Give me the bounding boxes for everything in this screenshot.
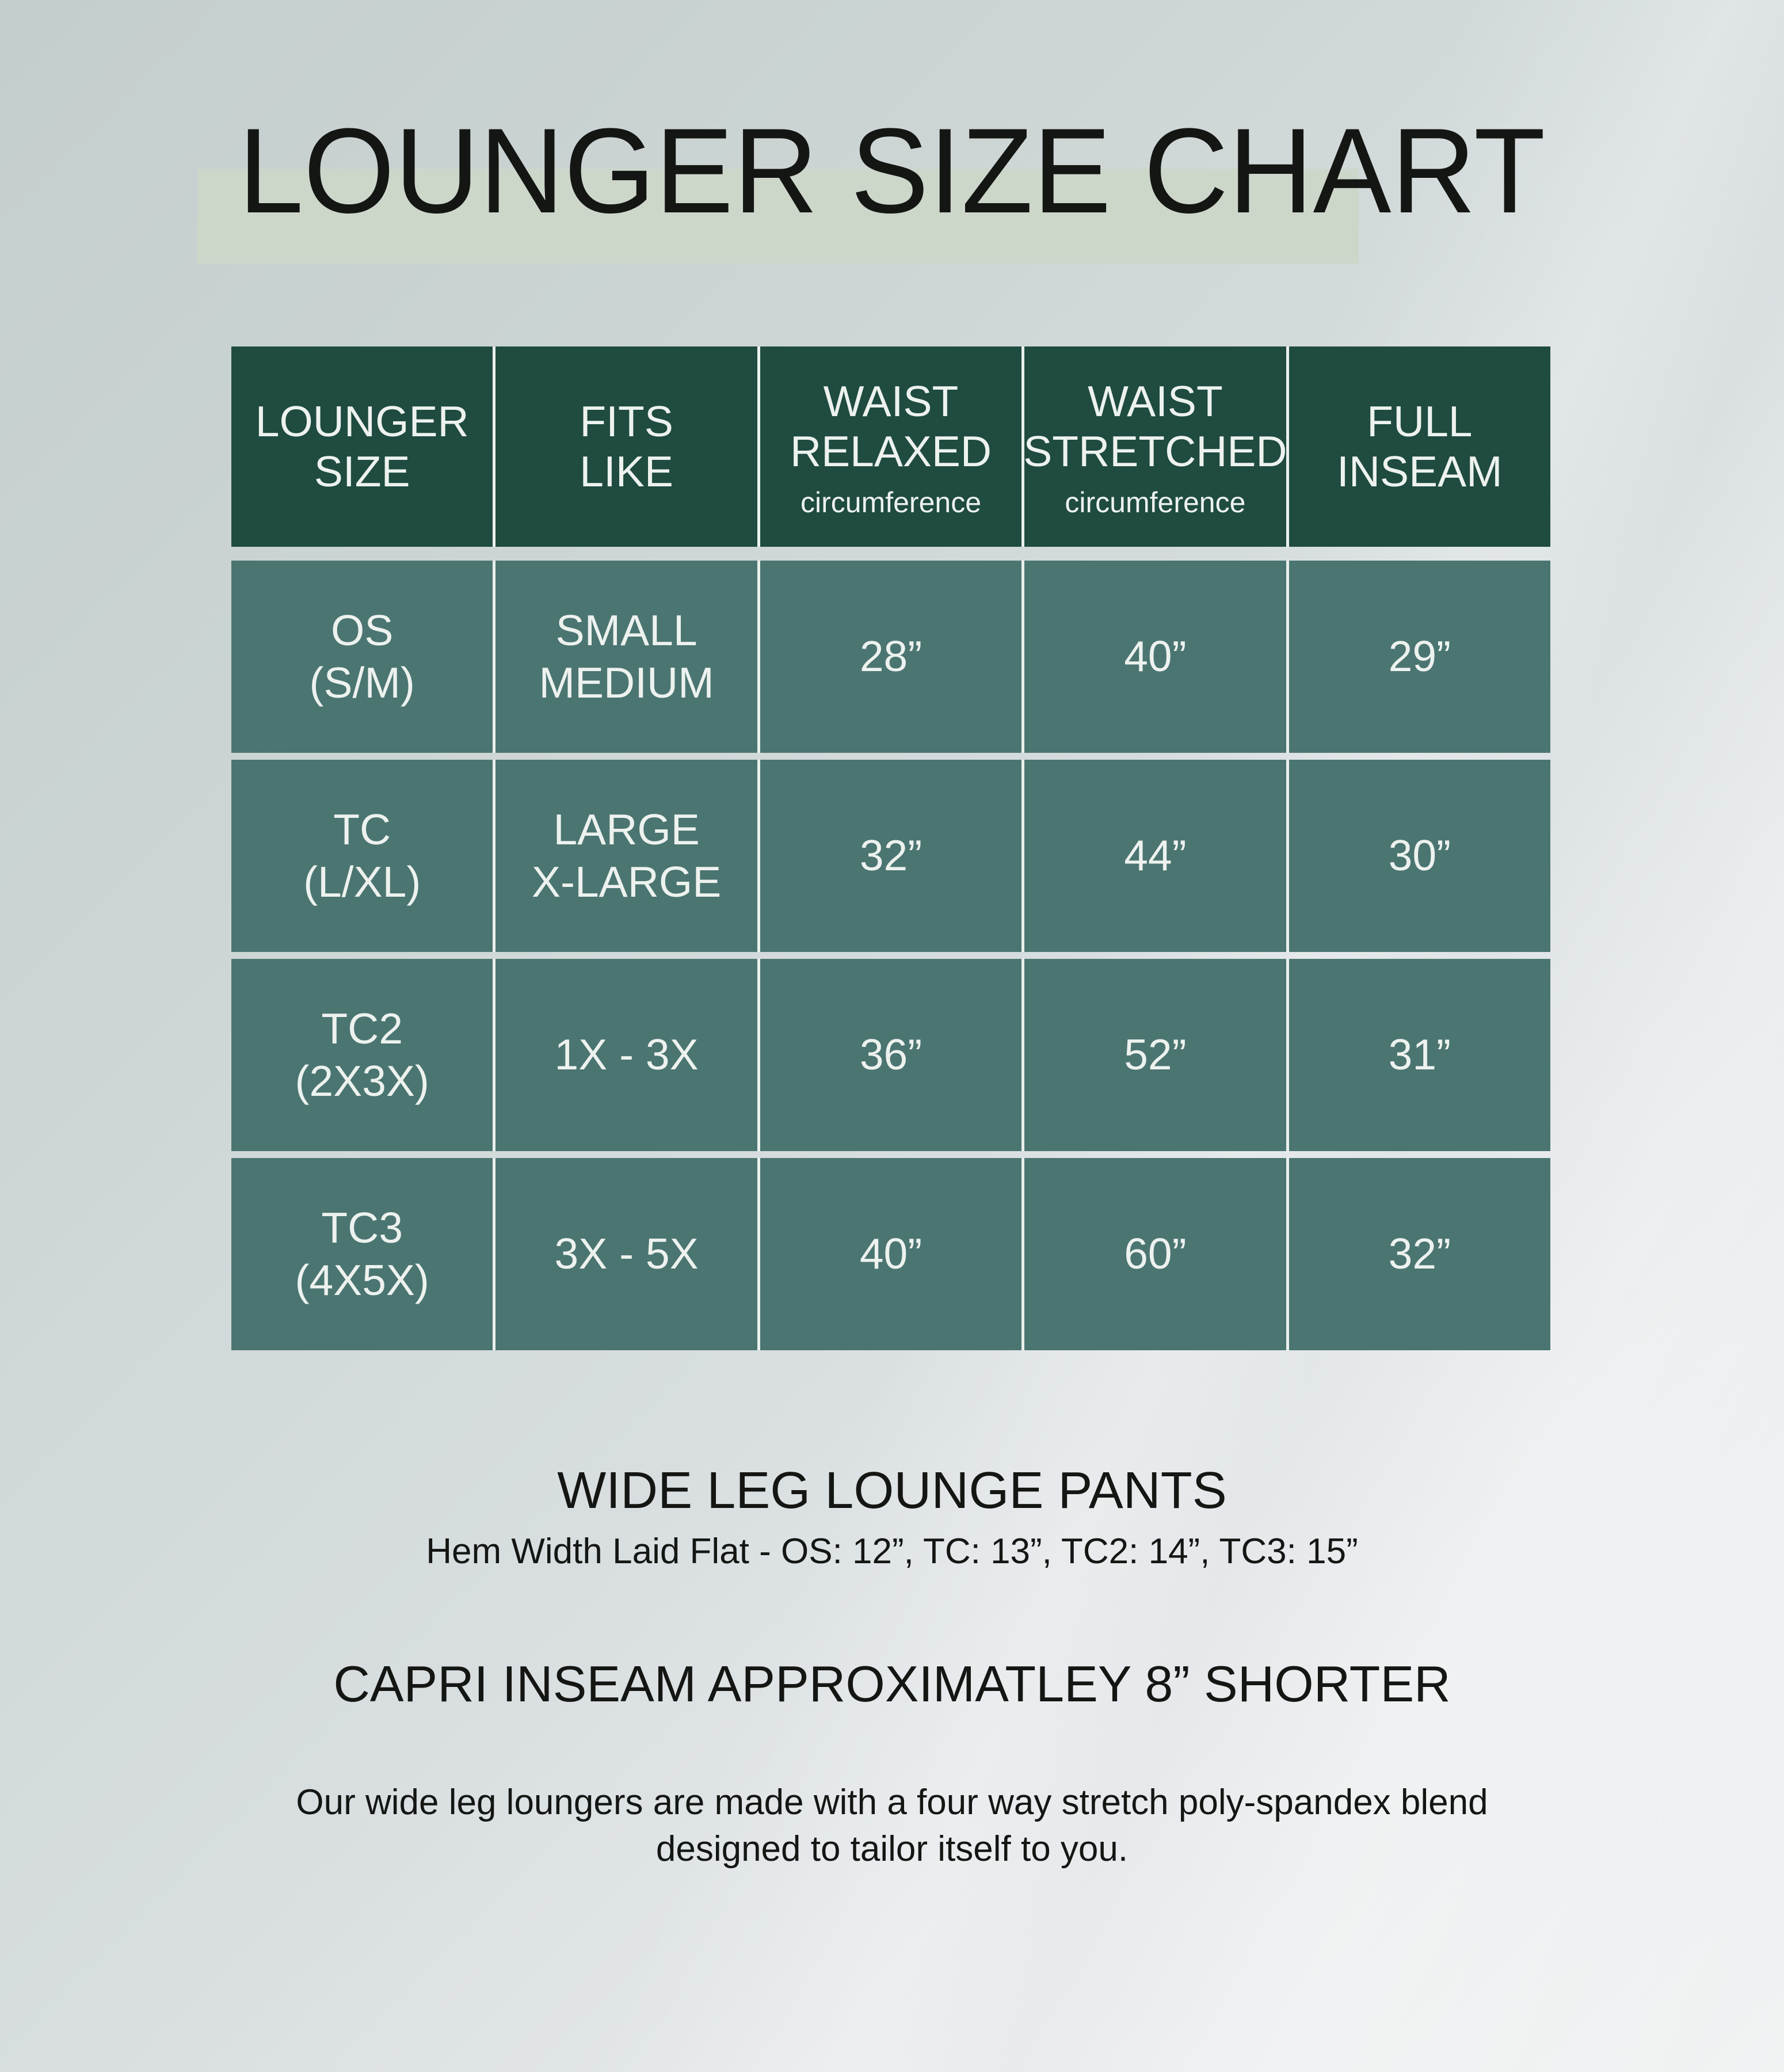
header-cell-fits-like: [495, 346, 757, 547]
table-cell-waist-relaxed: [760, 561, 1021, 753]
table-cell-size: [231, 1158, 493, 1350]
table-cell-size: [231, 760, 493, 952]
cell-text: 31”: [1388, 1030, 1451, 1079]
header-cell-lounger-size: [231, 346, 493, 547]
header-label: RELAXED: [790, 427, 992, 475]
cell-text: 40”: [859, 1229, 923, 1278]
header-sublabel: circumference: [1065, 486, 1246, 519]
table-cell-full-inseam: [1289, 760, 1550, 952]
table-row-tc3: [231, 1158, 1550, 1350]
cell-text: (L/XL): [303, 858, 421, 906]
header-label: INSEAM: [1337, 447, 1503, 496]
hem-width-note: Hem Width Laid Flat - OS: 12”, TC: 13”, TC2: 14”, TC3: 15”: [426, 1532, 1358, 1571]
cell-text: TC3: [321, 1203, 403, 1252]
cell-text: 28”: [859, 632, 923, 681]
cell-text: 29”: [1388, 632, 1451, 681]
table-cell-waist-stretched: [1024, 1158, 1286, 1350]
cell-text: LARGE: [553, 805, 700, 854]
fabric-blurb: [0, 1780, 1784, 1872]
table-cell-waist-relaxed: [760, 760, 1021, 952]
page-title: [0, 103, 1784, 238]
header-label: FITS: [580, 397, 673, 445]
size-table: [231, 346, 1550, 1350]
cell-text: TC: [333, 805, 391, 854]
cell-text: 36”: [859, 1030, 923, 1079]
product-title: WIDE LEG LOUNGE PANTS: [557, 1462, 1227, 1519]
header-cell-waist-relaxed: [760, 346, 1021, 547]
header-cell-waist-stretched: [1024, 346, 1286, 547]
cell-text: 32”: [859, 831, 923, 880]
table-row-tc2: [231, 959, 1550, 1151]
fabric-blurb-line1: Our wide leg loungers are made with a four way stretch poly-spandex blend: [296, 1782, 1488, 1822]
cell-text: MEDIUM: [539, 658, 714, 707]
table-cell-waist-stretched: [1024, 959, 1286, 1151]
header-label: SIZE: [314, 447, 410, 496]
table-cell-waist-relaxed: [760, 959, 1021, 1151]
table-cell-waist-stretched: [1024, 561, 1286, 753]
table-cell-waist-relaxed: [760, 1158, 1021, 1350]
page-title-text: LOUNGER SIZE CHART: [238, 103, 1546, 238]
cell-text: 60”: [1124, 1229, 1187, 1278]
table-cell-fits-like: [495, 760, 757, 952]
capri-inseam-note: CAPRI INSEAM APPROXIMATLEY 8” SHORTER: [333, 1655, 1451, 1712]
table-row-os: [231, 561, 1550, 753]
header-label: WAIST: [1088, 377, 1223, 425]
cell-text: OS: [331, 605, 394, 654]
table-cell-full-inseam: [1289, 561, 1550, 753]
cell-text: SMALL: [555, 605, 697, 654]
cell-text: (S/M): [309, 658, 415, 707]
table-cell-fits-like: [495, 561, 757, 753]
cell-text: (2X3X): [295, 1057, 429, 1105]
table-cell-full-inseam: [1289, 1158, 1550, 1350]
table-cell-size: [231, 959, 493, 1151]
header-label: WAIST: [823, 377, 959, 425]
cell-text: TC2: [321, 1004, 403, 1053]
table-row-tc: [231, 760, 1550, 952]
header-label: FULL: [1367, 397, 1473, 445]
table-header-row: [231, 346, 1550, 547]
table-cell-size: [231, 561, 493, 753]
cell-text: 30”: [1388, 831, 1451, 880]
cell-text: (4X5X): [295, 1256, 429, 1304]
header-label: LIKE: [580, 447, 673, 496]
header-label: STRETCHED: [1023, 427, 1287, 475]
table-cell-waist-stretched: [1024, 760, 1286, 952]
header-sublabel: circumference: [800, 486, 982, 519]
cell-text: 44”: [1124, 831, 1187, 880]
cell-text: 32”: [1388, 1229, 1451, 1278]
cell-text: 3X - 5X: [554, 1229, 699, 1278]
table-cell-fits-like: [495, 959, 757, 1151]
header-cell-full-inseam: [1289, 346, 1550, 547]
cell-text: 1X - 3X: [554, 1030, 699, 1079]
cell-text: X-LARGE: [531, 858, 722, 906]
table-cell-full-inseam: [1289, 959, 1550, 1151]
cell-text: 40”: [1124, 632, 1187, 681]
cell-text: 52”: [1124, 1030, 1187, 1079]
table-cell-fits-like: [495, 1158, 757, 1350]
fabric-blurb-line2: designed to tailor itself to you.: [655, 1829, 1129, 1869]
header-label: LOUNGER: [255, 397, 469, 445]
